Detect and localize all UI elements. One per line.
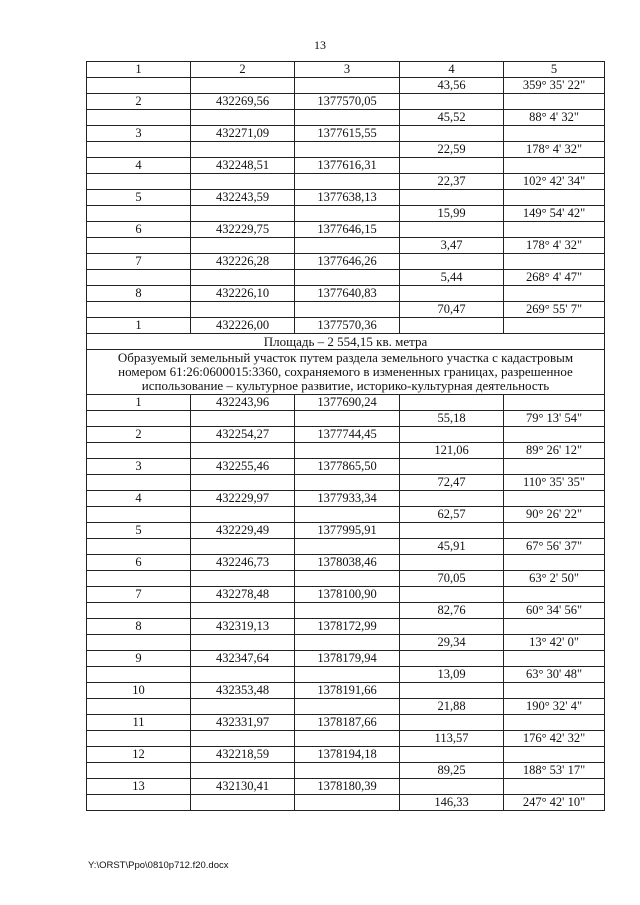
empty-cell [504, 254, 605, 270]
empty-cell [87, 539, 191, 555]
coordinate-y: 1377615,55 [295, 126, 400, 142]
empty-cell [504, 94, 605, 110]
segment-row [87, 142, 605, 158]
empty-cell [504, 619, 605, 635]
empty-cell [504, 190, 605, 206]
coordinate-y: 1377995,91 [295, 523, 400, 539]
segment-row [87, 763, 605, 779]
point-number: 1 [87, 318, 191, 334]
coordinate-x: 432226,10 [191, 286, 295, 302]
point-number: 4 [87, 491, 191, 507]
coordinate-y: 1378180,39 [295, 779, 400, 795]
header-cell: 2 [191, 62, 295, 78]
segment-length: 70,47 [400, 302, 504, 318]
empty-cell [87, 507, 191, 523]
header-cell: 5 [504, 62, 605, 78]
segment-angle: 60° 34' 56" [504, 603, 605, 619]
empty-cell [504, 126, 605, 142]
empty-cell [87, 475, 191, 491]
segment-row [87, 302, 605, 318]
segment-angle: 63° 2' 50" [504, 571, 605, 587]
empty-cell [191, 699, 295, 715]
segment-length: 89,25 [400, 763, 504, 779]
point-row [87, 318, 605, 334]
empty-cell [400, 491, 504, 507]
point-row [87, 619, 605, 635]
segment-row [87, 795, 605, 811]
empty-cell [504, 222, 605, 238]
segment-row [87, 475, 605, 491]
coordinate-x: 432243,96 [191, 395, 295, 411]
segment-length: 72,47 [400, 475, 504, 491]
empty-cell [87, 635, 191, 651]
empty-cell [295, 142, 400, 158]
empty-cell [191, 411, 295, 427]
point-number: 11 [87, 715, 191, 731]
header-cell: 4 [400, 62, 504, 78]
segment-row [87, 635, 605, 651]
segment-length: 22,59 [400, 142, 504, 158]
empty-cell [191, 667, 295, 683]
empty-cell [504, 491, 605, 507]
area-text: Площадь – 2 554,15 кв. метра [87, 334, 605, 350]
point-number: 2 [87, 427, 191, 443]
empty-cell [191, 174, 295, 190]
coordinate-y: 1377865,50 [295, 459, 400, 475]
empty-cell [400, 523, 504, 539]
empty-cell [191, 206, 295, 222]
point-row [87, 555, 605, 571]
empty-cell [87, 270, 191, 286]
empty-cell [191, 795, 295, 811]
coordinate-y: 1377690,24 [295, 395, 400, 411]
point-number: 12 [87, 747, 191, 763]
coordinate-x: 432229,97 [191, 491, 295, 507]
segment-row [87, 571, 605, 587]
point-row [87, 715, 605, 731]
empty-cell [295, 270, 400, 286]
empty-cell [87, 238, 191, 254]
empty-cell [295, 475, 400, 491]
coordinate-x: 432130,41 [191, 779, 295, 795]
empty-cell [400, 94, 504, 110]
segment-length: 5,44 [400, 270, 504, 286]
segment-row [87, 699, 605, 715]
coordinate-y: 1378187,66 [295, 715, 400, 731]
segment-angle: 102° 42' 34" [504, 174, 605, 190]
point-row [87, 158, 605, 174]
empty-cell [295, 174, 400, 190]
parcel-description: Образуемый земельный участок путем раздела земельного участка с кадастровым номером 61:26:0600015:3360, сохраняемого в измененных границах, разрешенное использование – культурное развитие, историко-культурная деятельность [87, 350, 605, 395]
point-number: 4 [87, 158, 191, 174]
empty-cell [87, 443, 191, 459]
coordinate-y: 1377744,45 [295, 427, 400, 443]
empty-cell [504, 683, 605, 699]
point-row [87, 222, 605, 238]
empty-cell [87, 302, 191, 318]
empty-cell [400, 427, 504, 443]
segment-length: 21,88 [400, 699, 504, 715]
empty-cell [295, 443, 400, 459]
point-number: 5 [87, 523, 191, 539]
empty-cell [87, 731, 191, 747]
empty-cell [191, 571, 295, 587]
empty-cell [295, 699, 400, 715]
coordinate-y: 1377616,31 [295, 158, 400, 174]
segment-length: 13,09 [400, 667, 504, 683]
coordinate-y: 1377570,36 [295, 318, 400, 334]
segment-angle: 178° 4' 32" [504, 238, 605, 254]
coordinate-x: 432246,73 [191, 555, 295, 571]
empty-cell [87, 206, 191, 222]
point-row [87, 254, 605, 270]
empty-cell [400, 254, 504, 270]
segment-angle: 79° 13' 54" [504, 411, 605, 427]
segment-angle: 90° 26' 22" [504, 507, 605, 523]
empty-cell [400, 683, 504, 699]
empty-cell [191, 443, 295, 459]
file-path-footer: Y:\ORST\Ppo\0810p712.f20.docx [88, 860, 229, 871]
segment-length: 29,34 [400, 635, 504, 651]
empty-cell [295, 507, 400, 523]
empty-cell [191, 763, 295, 779]
point-row [87, 779, 605, 795]
empty-cell [400, 158, 504, 174]
table-header-row [87, 62, 605, 78]
empty-cell [191, 238, 295, 254]
segment-length: 82,76 [400, 603, 504, 619]
empty-cell [295, 206, 400, 222]
coordinate-x: 432347,64 [191, 651, 295, 667]
empty-cell [400, 779, 504, 795]
point-row [87, 747, 605, 763]
segment-angle: 176° 42' 32" [504, 731, 605, 747]
segment-length: 45,91 [400, 539, 504, 555]
point-number: 13 [87, 779, 191, 795]
coordinate-x: 432248,51 [191, 158, 295, 174]
empty-cell [191, 302, 295, 318]
coordinate-y: 1377640,83 [295, 286, 400, 302]
coordinate-x: 432331,97 [191, 715, 295, 731]
empty-cell [295, 411, 400, 427]
empty-cell [191, 731, 295, 747]
empty-cell [87, 78, 191, 94]
coordinate-x: 432271,09 [191, 126, 295, 142]
segment-angle: 269° 55' 7" [504, 302, 605, 318]
coordinate-y: 1377646,15 [295, 222, 400, 238]
empty-cell [191, 142, 295, 158]
coordinate-x: 432353,48 [191, 683, 295, 699]
segment-angle: 67° 56' 37" [504, 539, 605, 555]
table-body [87, 78, 605, 811]
point-number: 5 [87, 190, 191, 206]
empty-cell [87, 699, 191, 715]
empty-cell [400, 619, 504, 635]
segment-angle: 149° 54' 42" [504, 206, 605, 222]
coordinate-x: 432229,75 [191, 222, 295, 238]
segment-angle: 247° 42' 10" [504, 795, 605, 811]
point-row [87, 523, 605, 539]
segment-length: 121,06 [400, 443, 504, 459]
empty-cell [504, 747, 605, 763]
segment-length: 22,37 [400, 174, 504, 190]
coordinate-y: 1377933,34 [295, 491, 400, 507]
segment-angle: 268° 4' 47" [504, 270, 605, 286]
empty-cell [295, 731, 400, 747]
empty-cell [400, 395, 504, 411]
empty-cell [295, 78, 400, 94]
segment-row [87, 539, 605, 555]
empty-cell [504, 651, 605, 667]
coordinate-y: 1378194,18 [295, 747, 400, 763]
coordinate-y: 1378172,99 [295, 619, 400, 635]
empty-cell [400, 587, 504, 603]
empty-cell [87, 603, 191, 619]
segment-angle: 63° 30' 48" [504, 667, 605, 683]
empty-cell [87, 174, 191, 190]
empty-cell [400, 747, 504, 763]
coordinate-y: 1378179,94 [295, 651, 400, 667]
empty-cell [400, 318, 504, 334]
empty-cell [191, 507, 295, 523]
point-number: 10 [87, 683, 191, 699]
coordinate-y: 1378038,46 [295, 555, 400, 571]
empty-cell [400, 222, 504, 238]
empty-cell [87, 411, 191, 427]
segment-length: 62,57 [400, 507, 504, 523]
empty-cell [295, 635, 400, 651]
coordinate-x: 432226,28 [191, 254, 295, 270]
segment-row [87, 443, 605, 459]
empty-cell [191, 603, 295, 619]
point-row [87, 126, 605, 142]
segment-angle: 178° 4' 32" [504, 142, 605, 158]
coordinate-x: 432243,59 [191, 190, 295, 206]
coordinate-y: 1378191,66 [295, 683, 400, 699]
point-row [87, 190, 605, 206]
segment-angle: 188° 53' 17" [504, 763, 605, 779]
segment-row [87, 110, 605, 126]
coordinate-y: 1377646,26 [295, 254, 400, 270]
empty-cell [191, 539, 295, 555]
segment-row [87, 206, 605, 222]
coordinate-x: 432254,27 [191, 427, 295, 443]
empty-cell [400, 126, 504, 142]
empty-cell [191, 635, 295, 651]
empty-cell [191, 78, 295, 94]
empty-cell [191, 270, 295, 286]
point-number: 3 [87, 459, 191, 475]
empty-cell [504, 587, 605, 603]
coordinate-y: 1378100,90 [295, 587, 400, 603]
point-number: 8 [87, 619, 191, 635]
point-number: 9 [87, 651, 191, 667]
empty-cell [295, 667, 400, 683]
coordinate-x: 432278,48 [191, 587, 295, 603]
segment-row [87, 667, 605, 683]
coordinate-x: 432229,49 [191, 523, 295, 539]
empty-cell [400, 651, 504, 667]
point-number: 7 [87, 254, 191, 270]
empty-cell [191, 475, 295, 491]
empty-cell [87, 667, 191, 683]
empty-cell [504, 779, 605, 795]
empty-cell [504, 286, 605, 302]
empty-cell [87, 763, 191, 779]
parcel-description-row [87, 350, 605, 395]
empty-cell [295, 763, 400, 779]
empty-cell [295, 571, 400, 587]
segment-length: 3,47 [400, 238, 504, 254]
empty-cell [504, 555, 605, 571]
empty-cell [504, 715, 605, 731]
empty-cell [400, 190, 504, 206]
segment-row [87, 603, 605, 619]
empty-cell [87, 142, 191, 158]
point-number: 6 [87, 222, 191, 238]
header-cell: 1 [87, 62, 191, 78]
segment-row [87, 411, 605, 427]
empty-cell [504, 427, 605, 443]
segment-angle: 190° 32' 4" [504, 699, 605, 715]
empty-cell [400, 286, 504, 302]
point-row [87, 587, 605, 603]
point-number: 8 [87, 286, 191, 302]
empty-cell [295, 795, 400, 811]
empty-cell [504, 318, 605, 334]
coordinate-x: 432255,46 [191, 459, 295, 475]
coordinate-y: 1377570,05 [295, 94, 400, 110]
segment-length: 70,05 [400, 571, 504, 587]
segment-row [87, 78, 605, 94]
empty-cell [504, 523, 605, 539]
point-number: 1 [87, 395, 191, 411]
segment-angle: 89° 26' 12" [504, 443, 605, 459]
coordinate-y: 1377638,13 [295, 190, 400, 206]
segment-length: 55,18 [400, 411, 504, 427]
coordinate-x: 432218,59 [191, 747, 295, 763]
empty-cell [400, 715, 504, 731]
coordinate-x: 432319,13 [191, 619, 295, 635]
segment-row [87, 174, 605, 190]
segment-length: 43,56 [400, 78, 504, 94]
segment-length: 45,52 [400, 110, 504, 126]
empty-cell [400, 555, 504, 571]
empty-cell [87, 795, 191, 811]
segment-angle: 359° 35' 22" [504, 78, 605, 94]
segment-row [87, 270, 605, 286]
point-number: 2 [87, 94, 191, 110]
empty-cell [295, 302, 400, 318]
empty-cell [295, 539, 400, 555]
empty-cell [400, 459, 504, 475]
segment-length: 146,33 [400, 795, 504, 811]
empty-cell [191, 110, 295, 126]
empty-cell [295, 603, 400, 619]
point-row [87, 94, 605, 110]
point-row [87, 683, 605, 699]
point-row [87, 459, 605, 475]
empty-cell [295, 238, 400, 254]
page-number: 13 [314, 38, 326, 52]
point-number: 7 [87, 587, 191, 603]
empty-cell [504, 459, 605, 475]
coordinate-x: 432269,56 [191, 94, 295, 110]
header-cell: 3 [295, 62, 400, 78]
point-row [87, 491, 605, 507]
coordinate-x: 432226,00 [191, 318, 295, 334]
area-row [87, 334, 605, 350]
point-row [87, 427, 605, 443]
segment-row [87, 731, 605, 747]
point-row [87, 286, 605, 302]
empty-cell [504, 395, 605, 411]
coordinates-table [86, 61, 605, 811]
segment-angle: 88° 4' 32" [504, 110, 605, 126]
segment-angle: 13° 42' 0" [504, 635, 605, 651]
point-row [87, 651, 605, 667]
point-number: 3 [87, 126, 191, 142]
empty-cell [295, 110, 400, 126]
segment-row [87, 507, 605, 523]
empty-cell [504, 158, 605, 174]
empty-cell [87, 110, 191, 126]
point-number: 6 [87, 555, 191, 571]
segment-row [87, 238, 605, 254]
point-row [87, 395, 605, 411]
segment-length: 113,57 [400, 731, 504, 747]
segment-angle: 110° 35' 35" [504, 475, 605, 491]
segment-length: 15,99 [400, 206, 504, 222]
empty-cell [87, 571, 191, 587]
